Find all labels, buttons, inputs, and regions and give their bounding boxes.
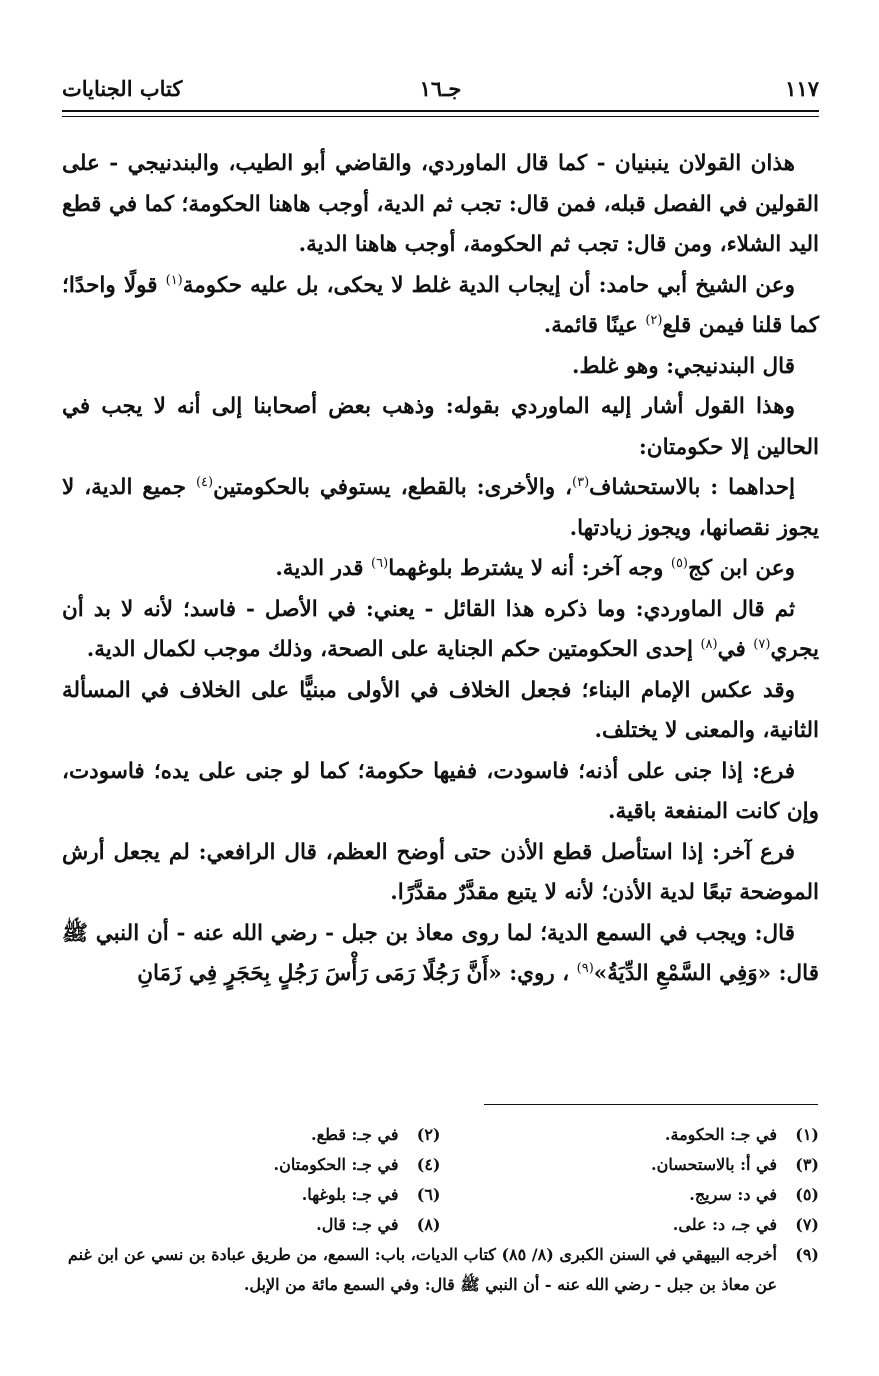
text-run: هذان القولان ينبنيان - كما قال الماوردي، والقاضي أبو الطيب، والبندنيجي - على القولين في الفصل قبله، فمن قال: تجب ثم الدية، أوجب هاهنا الحكومة؛ كما في قطع اليد الشلاء، ومن قال: تجب ثم الحكومة، أوجب هاهنا الدية. (62, 151, 819, 257)
footnote-number: (٥) (795, 1185, 819, 1204)
paragraph (62, 671, 819, 752)
main-text (62, 144, 819, 995)
text-run: قدر الدية. (275, 556, 372, 581)
footnote-row (62, 1120, 819, 1150)
text-run: قولًا واحدًا؛ كما قلنا فيمن قلع (62, 272, 819, 338)
text-run: وعن الشيخ أبي حامد: أن إيجاب الدية غلط لا يحكى، بل عليه حكومة (182, 272, 795, 298)
text-run: قال: ويجب في السمع الدية؛ لما روى معاذ بن جبل - رضي الله عنه - أن النبي ﷺ قال: «وَفِي السَّمْعِ الدِّيَةُ» (62, 920, 819, 986)
footnote-ref[interactable]: (٨) (700, 636, 718, 652)
footnote-text: في جـ: قطع. (311, 1125, 399, 1144)
footnote-number: (٤) (416, 1155, 441, 1174)
footnote-row (62, 1210, 819, 1240)
footnote-long (62, 1240, 819, 1300)
footnote-separator (484, 1104, 818, 1105)
header-rule-thick (62, 110, 819, 112)
footnote-text: في جـ، د: على. (672, 1215, 777, 1234)
paragraph (62, 468, 819, 549)
footnote (441, 1180, 820, 1210)
footnote-number: (٢) (416, 1125, 441, 1144)
footnote (62, 1120, 441, 1150)
footnote-ref[interactable]: (٩) (576, 960, 594, 976)
text-run: جميع الدية، لا يجوز نقصانها، ويجوز زيادتها. (62, 475, 819, 541)
text-run: إحدى الحكومتين حكم الجناية على الصحة، وذلك موجب لكمال الدية. (86, 637, 701, 662)
book-title: كتاب الجنايات (62, 76, 183, 101)
footnote (441, 1150, 820, 1180)
footnote-number: (٣) (795, 1155, 819, 1174)
footnote (62, 1150, 441, 1180)
footnote-number: (٨) (416, 1215, 441, 1234)
page-number: ١١٧ (785, 76, 819, 101)
text-run: ، روي: «أَنَّ رَجُلًا رَمَى رَأْسَ رَجُلٍ بِحَجَرٍ فِي زَمَانِ (137, 961, 577, 986)
text-run: وجه آخر: أنه لا يشترط بلوغهما (388, 556, 671, 581)
text-run: فرع آخر: إذا استأصل قطع الأذن حتى أوضح العظم، قال الرافعي: لم يجعل أرش الموضحة تبعًا لدية الأذن؛ لأنه لا يتبع مقدَّرٌ مقدَّرًا. (62, 839, 819, 905)
footnote-ref[interactable]: (٢) (645, 312, 663, 328)
text-run: فرع: إذا جنى على أذنه؛ فاسودت، ففيها حكومة؛ كما لو جنى على يده؛ فاسودت، وإن كانت المنفعة باقية. (62, 758, 819, 824)
footnote (441, 1210, 820, 1240)
footnote (62, 1180, 441, 1210)
paragraph (62, 266, 819, 347)
footnote-number: (٦) (416, 1185, 441, 1204)
footnote-text: في جـ: الحكومة. (664, 1125, 777, 1144)
text-run: عينًا قائمة. (543, 313, 646, 338)
footnote-text: في جـ: بلوغها. (301, 1185, 399, 1204)
footnote-row (62, 1180, 819, 1210)
header-rule-thin (62, 116, 819, 117)
paragraph (62, 387, 819, 468)
text-run: وهذا القول أشار إليه الماوردي بقوله: وذهب بعض أصحابنا إلى أنه لا يجب في الحالين إلا حكومتان: (62, 394, 819, 460)
footnote-ref[interactable]: (٣) (572, 474, 590, 490)
paragraph (62, 144, 819, 266)
footnote-text: أخرجه البيهقي في السنن الكبرى (٨/ ٨٥) كتاب الديات، باب: السمع، من طريق عبادة بن نسي عن ابن غنم عن معاذ بن جبل - رضي الله عنه - أن النبي ﷺ قال: وفي السمع مائة من الإبل. (67, 1245, 777, 1294)
text-run: إحداهما : بالاستحشاف (589, 475, 795, 500)
text-run: وقد عكس الإمام البناء؛ فجعل الخلاف في الأولى مبنيًّا على الخلاف في المسألة الثانية، والمعنى لا يختلف. (62, 677, 819, 743)
text-run: ، والأخرى: بالقطع، يستوفي بالحكومتين (213, 475, 573, 500)
paragraph (62, 833, 819, 914)
text-run: في (717, 637, 754, 662)
footnote-text: في د: سريج. (689, 1185, 777, 1204)
footnote-text: في جـ: قال. (316, 1215, 399, 1234)
footnote-number: (٧) (795, 1215, 819, 1234)
footnote-ref[interactable]: (٤) (195, 474, 214, 490)
footnote-ref[interactable]: (٧) (753, 636, 771, 652)
text-run: قال البندنيجي: وهو غلط. (572, 353, 795, 379)
footnote-number: (٩) (795, 1245, 819, 1264)
paragraph (62, 752, 819, 833)
footnote-ref[interactable]: (٥) (670, 555, 688, 571)
text-run: وعن ابن كج (688, 556, 795, 581)
page-header (62, 76, 819, 108)
paragraph (62, 590, 819, 671)
paragraph (62, 347, 819, 388)
footnote-number: (١) (795, 1125, 819, 1144)
footnote-ref[interactable]: (٦) (371, 555, 389, 571)
footnote (62, 1210, 441, 1240)
footnote-text: في أ: بالاستحسان. (651, 1155, 777, 1174)
paragraph (62, 914, 819, 995)
footnote (441, 1120, 820, 1150)
paragraph (62, 549, 819, 590)
footnote-text: في جـ: الحكومتان. (273, 1155, 399, 1174)
volume-label: جـ١٦ (419, 76, 462, 101)
footnote-row (62, 1150, 819, 1180)
footnote-ref[interactable]: (١) (165, 272, 183, 288)
footnotes (62, 1120, 819, 1300)
text-run: ثم قال الماوردي: وما ذكره هذا القائل - يعني: في الأصل - فاسد؛ لأنه لا بد أن يجري (62, 596, 819, 662)
